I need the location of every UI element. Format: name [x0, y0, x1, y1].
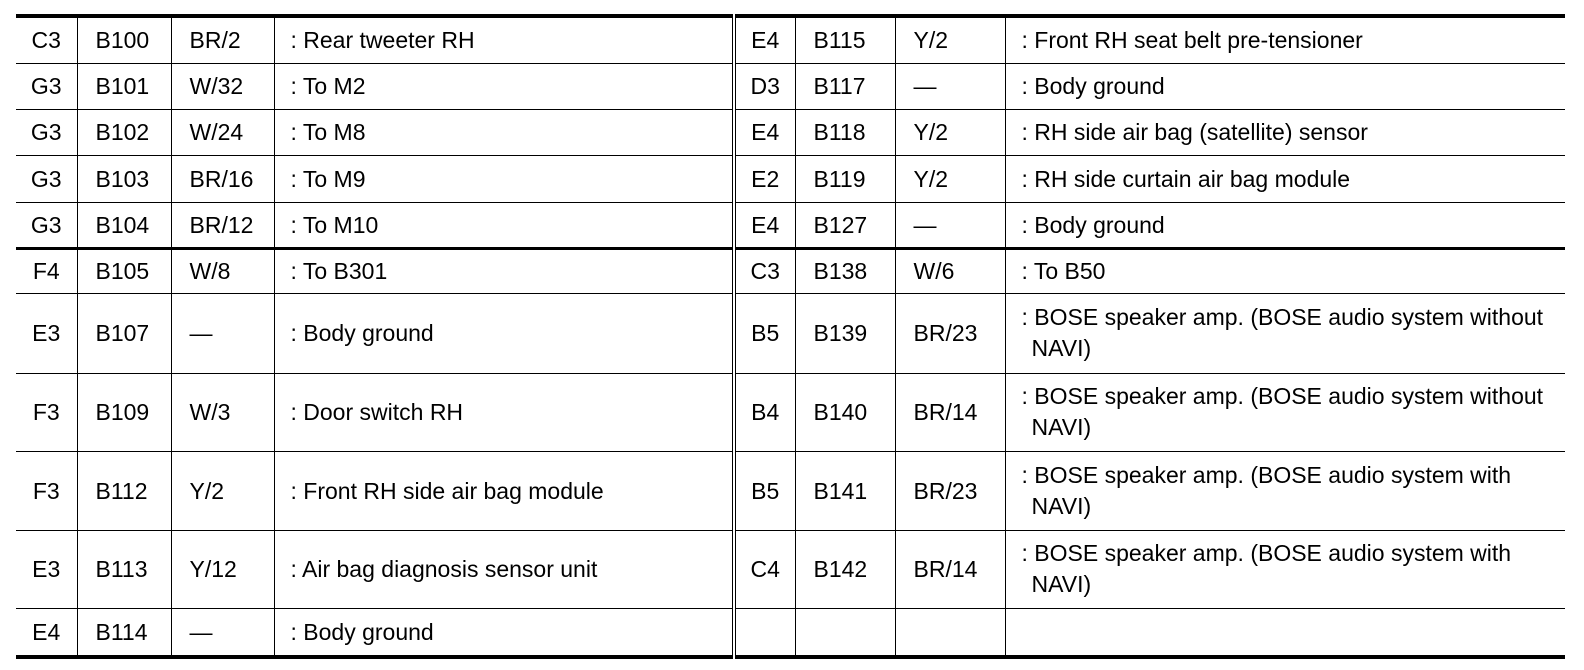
right-wire-spec: BR/23 — [895, 451, 1005, 530]
right-grid-ref: D3 — [734, 63, 795, 109]
left-grid-ref: F3 — [16, 451, 77, 530]
left-grid-ref: C3 — [31, 27, 61, 54]
left-grid-ref: G3 — [16, 63, 77, 109]
table-row — [16, 293, 1565, 373]
left-description-text: : To M2 — [290, 73, 366, 99]
left-grid-ref: E3 — [16, 293, 77, 373]
right-connector-code: B141 — [795, 451, 895, 530]
right-connector-code: B139 — [795, 293, 895, 373]
right-wire-spec: Y/2 — [895, 155, 1005, 202]
right-wire-spec: BR/14 — [895, 373, 1005, 451]
right-grid-ref: C3 — [734, 248, 795, 293]
right-grid-ref: B5 — [734, 293, 795, 373]
left-description-text: : To B301 — [290, 258, 388, 284]
table-row — [16, 451, 1565, 530]
left-connector-code: B101 — [77, 63, 171, 109]
right-connector-code: B127 — [795, 202, 895, 248]
table-row — [16, 530, 1565, 608]
right-connector-code — [795, 608, 895, 657]
right-description — [1005, 530, 1565, 608]
left-grid-ref: G3 — [16, 155, 77, 202]
left-description-text: : To M10 — [290, 211, 379, 238]
right-description-text: : RH side air bag (satellite) sensor — [1021, 119, 1368, 145]
right-wire-spec: Y/2 — [895, 16, 1005, 63]
right-grid-ref: E2 — [734, 155, 795, 202]
left-description-text: : Body ground — [290, 320, 434, 346]
right-description-text: : Body ground — [1021, 73, 1165, 99]
table-row — [16, 373, 1565, 451]
left-description — [274, 373, 734, 451]
left-description — [274, 248, 734, 293]
left-description-text: : Body ground — [290, 618, 434, 645]
left-description-text: : Rear tweeter RH — [290, 27, 475, 54]
right-grid-ref — [734, 608, 795, 657]
left-connector-code: B105 — [77, 248, 171, 293]
left-grid-ref: E4 — [16, 608, 77, 657]
left-description — [274, 16, 734, 63]
table-row — [16, 109, 1565, 155]
right-description-text: : RH side curtain air bag module — [1021, 165, 1351, 192]
right-connector-code: B118 — [795, 109, 895, 155]
left-wire-spec: BR/12 — [171, 202, 274, 248]
left-grid-ref: G3 — [16, 109, 77, 155]
left-grid-ref: F4 — [16, 248, 77, 293]
left-description — [274, 155, 734, 202]
left-wire-spec: BR/2 — [171, 16, 274, 63]
left-description — [274, 63, 734, 109]
connector-list-table — [16, 14, 1565, 659]
left-description-text: : Air bag diagnosis sensor unit — [290, 556, 598, 582]
table-row — [16, 155, 1565, 202]
right-connector-code: B119 — [795, 155, 895, 202]
left-connector-code: B104 — [77, 202, 171, 248]
left-connector-code: B107 — [77, 293, 171, 373]
right-connector-code: B115 — [795, 16, 895, 63]
left-connector-code: B112 — [77, 451, 171, 530]
right-grid-ref: E4 — [734, 16, 795, 63]
left-grid-ref: F3 — [16, 373, 77, 451]
right-connector-code: B142 — [795, 530, 895, 608]
left-wire-spec: — — [171, 293, 274, 373]
right-description — [1005, 248, 1565, 293]
right-wire-spec: — — [895, 63, 1005, 109]
left-wire-spec: W/24 — [171, 109, 274, 155]
left-description — [274, 608, 734, 657]
left-description — [274, 202, 734, 248]
right-wire-spec — [895, 608, 1005, 657]
left-connector-code: B113 — [77, 530, 171, 608]
right-description — [1005, 451, 1565, 530]
right-description-text: : BOSE speaker amp. (BOSE audio system with NAVI) — [1021, 461, 1512, 519]
left-grid-ref: E3 — [16, 530, 77, 608]
left-description — [274, 451, 734, 530]
left-connector-code: B114 — [77, 608, 171, 657]
left-wire-spec: — — [171, 608, 274, 657]
right-description — [1005, 109, 1565, 155]
right-connector-code: B138 — [795, 248, 895, 293]
right-grid-ref: C4 — [734, 530, 795, 608]
right-description — [1005, 16, 1565, 63]
right-grid-ref: E4 — [734, 109, 795, 155]
right-wire-spec: Y/2 — [895, 109, 1005, 155]
left-connector-code: B109 — [77, 373, 171, 451]
left-description-text: : To M9 — [290, 165, 366, 192]
left-description — [274, 293, 734, 373]
table-row — [16, 248, 1565, 293]
right-description — [1005, 63, 1565, 109]
left-description-text: : Front RH side air bag module — [290, 477, 604, 504]
right-description — [1005, 293, 1565, 373]
left-wire-spec: W/3 — [171, 373, 274, 451]
left-wire-spec: BR/16 — [171, 155, 274, 202]
left-description — [274, 530, 734, 608]
right-wire-spec: W/6 — [895, 248, 1005, 293]
left-description — [274, 109, 734, 155]
left-description-text: : Door switch RH — [290, 399, 464, 425]
table-row — [16, 63, 1565, 109]
left-description-text: : To M8 — [290, 119, 366, 145]
right-grid-ref: B4 — [734, 373, 795, 451]
right-connector-code: B117 — [795, 63, 895, 109]
left-connector-code: B103 — [77, 155, 171, 202]
left-wire-spec: W/8 — [171, 248, 274, 293]
right-wire-spec: BR/14 — [895, 530, 1005, 608]
left-wire-spec: W/32 — [171, 63, 274, 109]
right-description-text: : BOSE speaker amp. (BOSE audio system without NAVI) — [1021, 383, 1544, 440]
right-description — [1005, 202, 1565, 248]
right-description-text: : Front RH seat belt pre-tensioner — [1021, 27, 1363, 54]
right-description-text: : To B50 — [1021, 258, 1106, 284]
table-row — [16, 202, 1565, 248]
right-description-text: : Body ground — [1021, 211, 1165, 238]
right-wire-spec: BR/23 — [895, 293, 1005, 373]
right-grid-ref: B5 — [734, 451, 795, 530]
left-connector-code: B102 — [77, 109, 171, 155]
left-grid-ref: G3 — [16, 202, 77, 248]
right-description — [1005, 608, 1565, 657]
left-wire-spec: Y/12 — [171, 530, 274, 608]
left-connector-code: B100 — [77, 16, 171, 63]
table-row — [16, 16, 1565, 63]
left-wire-spec: Y/2 — [171, 451, 274, 530]
right-grid-ref: E4 — [734, 202, 795, 248]
right-description-text: : BOSE speaker amp. (BOSE audio system without NAVI) — [1021, 304, 1544, 361]
right-description-text: : BOSE speaker amp. (BOSE audio system with NAVI) — [1021, 540, 1512, 597]
table-body — [16, 16, 1565, 657]
right-description — [1005, 155, 1565, 202]
table-row — [16, 608, 1565, 657]
right-connector-code: B140 — [795, 373, 895, 451]
right-description — [1005, 373, 1565, 451]
right-wire-spec: — — [895, 202, 1005, 248]
